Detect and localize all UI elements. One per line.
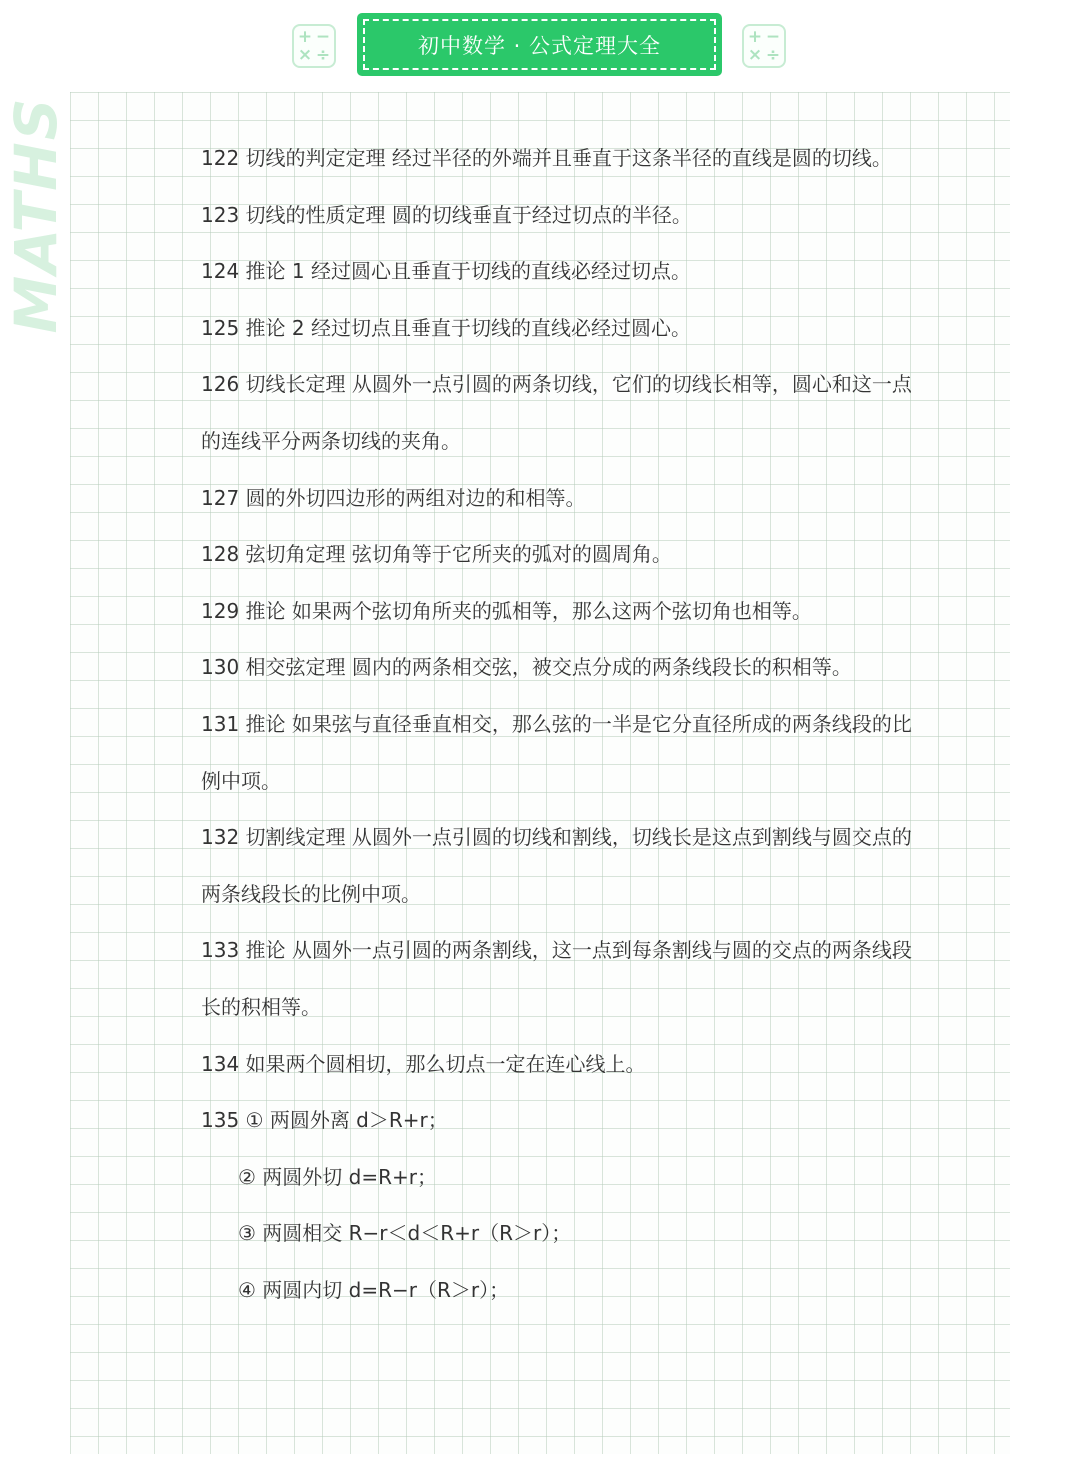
theorem-126: 126 切线长定理 从圆外一点引圆的两条切线，它们的切线长相等，圆心和这一点的连线平分两条切线的夹角。	[201, 372, 912, 453]
theorem-127: 127 圆的外切四边形的两组对边的和相等。	[201, 485, 586, 510]
theorem-131: 131 推论 如果弦与直径垂直相交，那么弦的一半是它分直径所成的两条线段的比例中项。	[201, 711, 912, 793]
maths-watermark-text: MATHS	[2, 96, 70, 334]
theorem-135-case-2: ② 两圆外切 d=R+r；	[238, 1164, 437, 1189]
plus-icon: +	[297, 26, 313, 47]
plus-icon: +	[747, 26, 763, 47]
maths-watermark	[2, 96, 70, 334]
theorem-133: 133 推论 从圆外一点引圆的两条割线，这一点到每条割线与圆的交点的两条线段长的积相等。	[201, 938, 912, 1019]
title-banner	[357, 13, 722, 76]
theorem-134: 134 如果两个圆相切，那么切点一定在连心线上。	[201, 1051, 646, 1076]
theorem-130: 130 相交弦定理 圆内的两条相交弦，被交点分成的两条线段长的积相等。	[201, 655, 852, 680]
times-icon: ×	[747, 44, 763, 65]
theorem-135: 135 ① 两圆外离 d＞R+r；	[201, 1108, 448, 1133]
theorem-128: 128 弦切角定理 弦切角等于它所夹的弧对的圆周角。	[201, 542, 672, 567]
theorem-122: 122 切线的判定定理 经过半径的外端并且垂直于这条半径的直线是圆的切线。	[201, 146, 892, 170]
calculator-operators-icon	[292, 24, 336, 68]
theorem-124: 124 推论 1 经过圆心且垂直于切线的直线必经过切点。	[201, 259, 691, 284]
divide-icon: ÷	[765, 44, 781, 65]
theorem-135-case-3: ③ 两圆相交 R−r＜d＜R+r（R＞r）；	[238, 1221, 572, 1246]
theorem-125: 125 推论 2 经过切点且垂直于切线的直线必经过圆心。	[201, 315, 691, 340]
times-icon: ×	[297, 44, 313, 65]
minus-icon: −	[765, 26, 781, 47]
theorem-123: 123 切线的性质定理 圆的切线垂直于经过切点的半径。	[201, 202, 692, 227]
theorem-135-case-4: ④ 两圆内切 d=R−r（R＞r）；	[238, 1277, 510, 1302]
theorem-132: 132 切割线定理 从圆外一点引圆的切线和割线，切线长是这点到割线与圆交点的两条线段长的比例中项。	[201, 825, 912, 906]
calculator-operators-icon	[742, 24, 786, 68]
minus-icon: −	[315, 26, 331, 47]
theorem-list	[201, 130, 931, 1318]
page-title: 初中数学 · 公式定理大全	[363, 19, 716, 70]
theorem-129: 129 推论 如果两个弦切角所夹的弧相等，那么这两个弦切角也相等。	[201, 598, 812, 623]
divide-icon: ÷	[315, 44, 331, 65]
